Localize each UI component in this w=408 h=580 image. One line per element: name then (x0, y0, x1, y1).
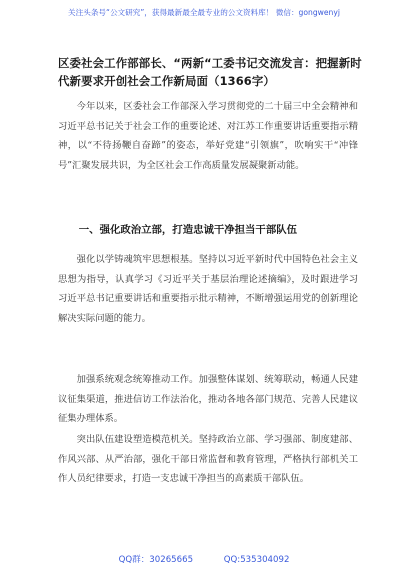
promo-banner: 关注头条号“公文研究”，获得最新最全最专业的公文资料库！ 微信：gongwenyj (68, 8, 340, 17)
qq-group-text: QQ群：30265665 (118, 555, 194, 565)
body-paragraph: 突出队伍建设塑造模范机关。坚持政治立部、学习强部、制度建部、作风兴部、从严治部，强化干部日常监督和教育管理，严格执行部机关工作人员纪律要求，打造一支忠诚干净担当的高素质干部队伍。 (58, 434, 358, 485)
document-title: 区委社会工作部部长、“两新“工委书记交流发言：把握新时代新要求开创社会工作新局面（1366字） (58, 56, 362, 88)
qq-text: QQ:535304092 (223, 555, 290, 565)
body-paragraph: 加强系统观念统筹推动工作。加强整体谋划、统筹联动，畅通人民建议征集渠道，推进信访工作法治化，推动各地各部门规范、完善人民建议征集办理体系。 (58, 374, 358, 425)
section-heading: 一、强化政治立部，打造忠诚干净担当干部队伍 (78, 224, 297, 236)
body-paragraph: 强化以学铸魂筑牢思想根基。坚持以习近平新时代中国特色社会主义思想为指导，认真学习《习近平关于基层治理论述摘编》，及时跟进学习习近平总书记重要讲话和重要指示批示精神，不断增强运用党的创新理论解决实际问题的能力。 (58, 254, 358, 324)
intro-paragraph: 今年以来，区委社会工作部深入学习贯彻党的二十届三中全会精神和习近平总书记关于社会工作的重要论述、对江苏工作重要讲话重要指示精神，以“不待扬鞭自奋蹄”的姿态，举好党建“引领旗”，吹响实干“冲锋号”汇聚发展共识，为全区社会工作高质量发展凝聚新动能。 (58, 101, 358, 171)
contact-footer (0, 554, 408, 566)
